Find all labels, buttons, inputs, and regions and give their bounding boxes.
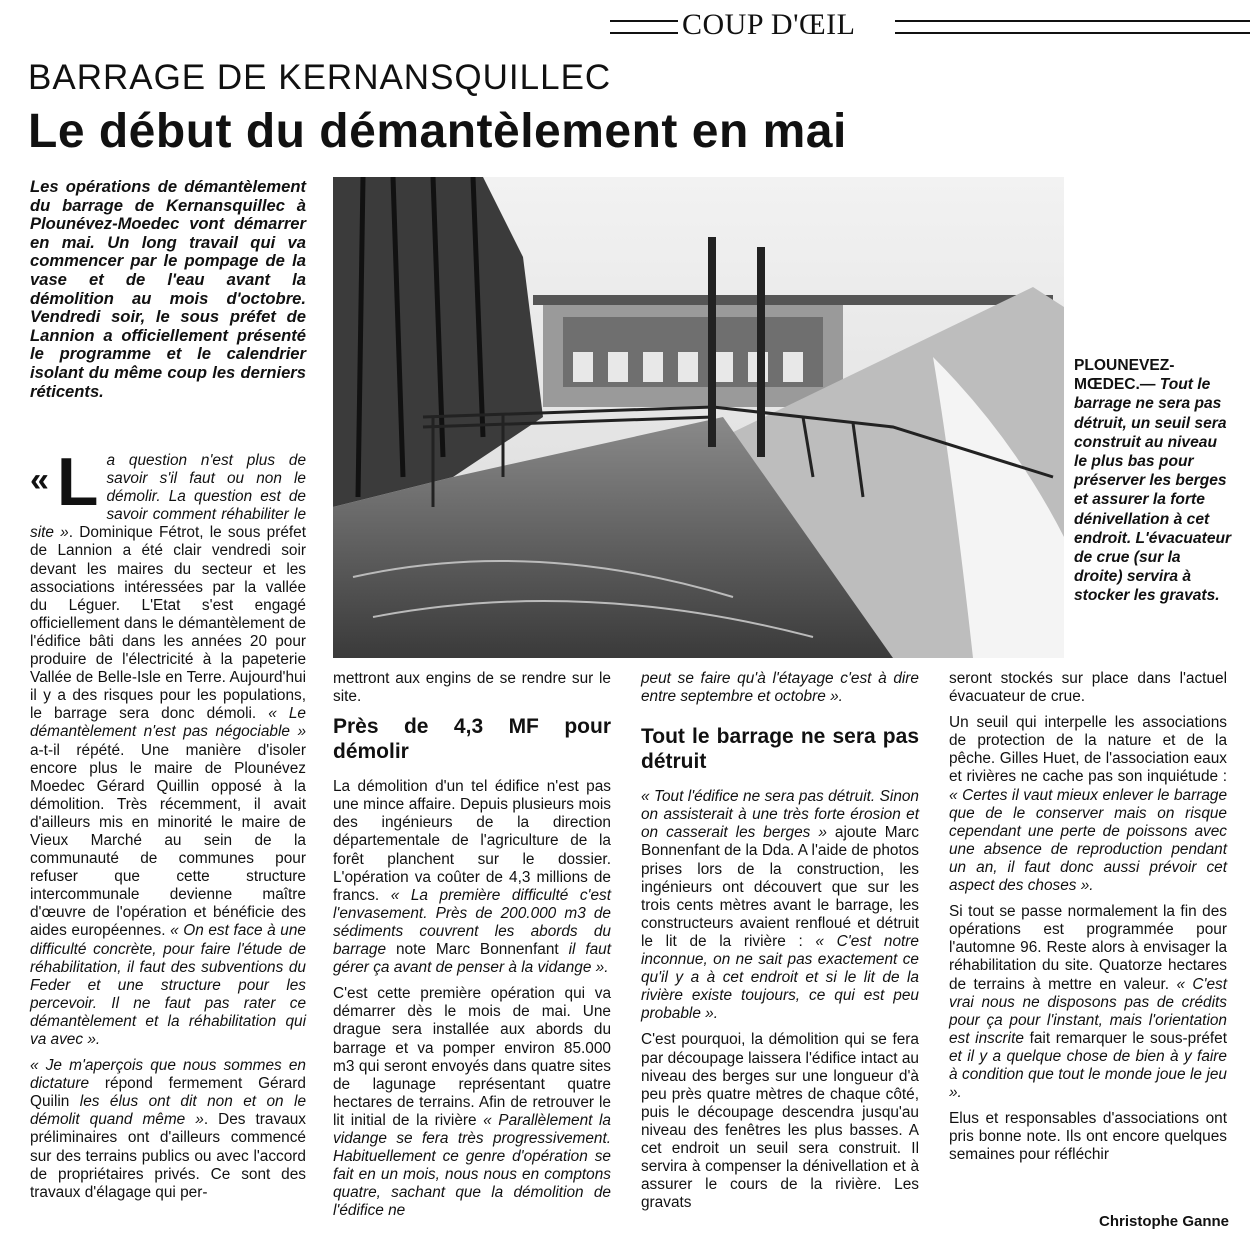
col4-paragraph-3: Elus et responsables d'associations ont pris bonne note. Ils ont encore quelques semaines pour réfléchir [949, 1110, 1227, 1164]
col1-text: . Dominique Fétrot, le sous préfet de Lannion a été clair vendredi soir devant les maires du secteur et les associations intéressées par la vallée du Léguer. L'Etat s'est engagé officiellement dans le démantèlement de l'édifice bâti dans les années 20 pour produire de l'électricité à la papeterie Vallée de Belle-Isle en Terre. Aujourd'hui il y a des risques pour les populations, le barrage sera donc démoli. [30, 524, 306, 723]
col4-quote: « Certes il vaut mieux enlever le barrage que de le conserver mais on risque cependant une perte de poissons avec une absence de reproduction pendant un an, il faut donc aussi prévoir cet aspect des choses ». [949, 786, 1227, 895]
lead-paragraph: Les opérations de démantèlement du barrage de Kernansquillec à Plounévez-Moedec vont démarrer en mai. Un long travail qui va commencer par le pompage de la vase et de l'eau avant la démolition au mois d'octobre. Vendredi soir, le sous préfet de Lannion a officiellement présenté le programme et le calendrier isolant du même coup les derniers réticents. [30, 177, 306, 401]
photo-caption [1074, 356, 1232, 606]
col2-paragraph-2 [333, 985, 611, 1220]
col4-text: Si tout se passe normalement la fin des opérations est programmée pour l'automne 96. Reste alors à envisager la réhabilitation du site. Quatorze hectares de terrains à mettre en valeur. [949, 903, 1227, 993]
col2-text: C'est cette première opération qui va démarrer dès le mois de mai. Une drague sera installée aux abords du barrage et va pomper environ 85.000 m3 qui seront envoyés dans quatre sites de lagunage représentant quatre hectares de terrains. Afin de retrouver le lit initial de la rivière [333, 985, 611, 1129]
caption-text: Tout le barrage ne sera pas détruit, un seuil sera construit au niveau le plus bas pour préserver les berges et assurer la forte dénivellation à cet endroit. L'évacuateur de crue (sur la droite) servira à stocker les gravats. [1074, 376, 1232, 605]
col1-quote: a question n'est plus de savoir s'il faut ou non le démolir. La question est de savoir comment réhabiliter le site » [30, 452, 306, 542]
col1-quote: les élus ont dit non et on le démolit quand même » [30, 1093, 307, 1129]
col4-text: Un seuil qui interpelle les associations de protection de la nature et de la pêche. Gilles Huet, de l'association eaux et rivières ne cache pas son inquiétude : [949, 714, 1227, 786]
col3-quote: « C'est notre inconnue, on ne sait pas exactement ce qu'il y a à cet endroit et si le lit de la rivière existe toujours, ce qui est peu probable ». [641, 932, 919, 1023]
dam-photo [333, 177, 1064, 658]
col2-quote: « Parallèlement la vidange se fera très progressivement. Habituellement ce genre d'opération se fait en un mois, nous nous en comptons quatre, sachant que la démolition de l'édifice ne [333, 1111, 611, 1220]
dam-photo-illustration [333, 177, 1064, 658]
article-column-3 [641, 670, 919, 1220]
col2-quote: « La première difficulté c'est l'envasement. Près de 200.000 m3 de sédiments couvrent les abords du barrage [333, 886, 611, 959]
col1-quote: « On est face à une difficulté concrète, pour faire l'étude de réhabilitation, il faut des subventions du Feder et une structure pour les percevoir. Il ne faut pas rater ce démantèlement et la réhabilitation qui va avec ». [30, 922, 306, 1048]
section-rule-left [610, 20, 680, 34]
col1-quote: « Le démantèlement n'est pas négociable » [30, 705, 306, 741]
section-label: COUP D'ŒIL [678, 8, 859, 42]
col2-quote: il faut gérer ça avant de penser à la vidange ». [333, 941, 611, 977]
section-header [610, 8, 1250, 42]
col4-paragraph-1 [949, 714, 1227, 895]
headline: Le début du démantèlement en mai [28, 105, 847, 158]
col1-paragraph-2 [30, 1057, 306, 1202]
col2-text: La démolition d'un tel édifice n'est pas une mince affaire. Depuis plusieurs mois des ingénieurs de la direction départementale de l'agriculture de la forêt planchent sur le dossier. L'opération va coûter de 4,3 millions de francs. [333, 778, 611, 904]
article-column-1 [30, 444, 307, 1210]
section-rule-right [895, 20, 1250, 34]
col3-paragraph-0: peut se faire qu'à l'étayage c'est à dire entre septembre et octobre ». [641, 670, 919, 706]
col3-subheading: Tout le barrage ne sera pas détruit [641, 725, 919, 774]
drop-cap: L [56, 444, 99, 520]
col1-text: répond fermement Gérard Quilin [30, 1075, 306, 1111]
article-column-4 [949, 670, 1227, 1172]
col2-text: note Marc Bonnenfant [386, 941, 569, 959]
col4-paragraph-0: seront stockés sur place dans l'actuel évacuateur de crue. [949, 670, 1227, 706]
col1-paragraph-1 [30, 444, 306, 1049]
col3-paragraph-1 [641, 788, 919, 1023]
col4-quote: et il y a quelque chose de bien à y faire à condition que tout le monde joue le jeu ». [949, 1047, 1227, 1102]
col1-text: . Des travaux préliminaires ont d'ailleurs commencé sur des terrains publics ou avec l'accord de propriétaires privés. Ce sont des travaux d'élagage qui per- [30, 1111, 307, 1201]
col3-quote: « Tout l'édifice ne sera pas détruit. Sinon on assisterait à une très forte érosion et on casserait les berges » [641, 788, 919, 842]
col3-paragraph-2: C'est pourquoi, la démolition qui se fera par découpage laissera l'édifice intact au niveau des berges sur une longueur d'à peu près quatre mètres de chaque côté, puis le découpage descendra jusqu'au niveau des fenêtres les plus basses. A cet endroit un seuil sera construit. Il servira à compenser la dénivellation et à assurer le cours de la rivière. Les gravats [641, 1031, 919, 1212]
author-signature: Christophe Ganne [1098, 1213, 1229, 1230]
caption-place: PLOUNEVEZ-MŒDEC.— [1074, 357, 1175, 394]
article-column-2 [333, 670, 611, 1228]
col4-paragraph-2 [949, 903, 1227, 1102]
col2-subheading: Près de 4,3 MF pour démolir [333, 715, 611, 764]
col3-text: ajoute Marc Bonnenfant de la Dda. A l'aide de photos prises lors de la construction, les ingénieurs ont découvert que sur les trois cents mètres avant le barrage, les constructeurs avaient renfloué et détruit le lit de la rivière : [641, 824, 919, 950]
col2-paragraph-1 [333, 778, 611, 977]
col1-text: a-t-il répété. Une manière d'isoler encore plus le maire de Plounévez Moedec Gérard Quillin opposé à la démolition. Très récemment, il avait d'ailleurs mis en minorité le maire de Vieux Marché au sein de la communauté de communes pour refuser que cette structure intercommunale devienne maître d'œuvre de l'opération et bénéficie des aides européennes. [30, 741, 306, 940]
col1-quote: « Je m'aperçois que nous sommes en dictature [30, 1057, 306, 1093]
opening-quote-mark: « [30, 461, 49, 499]
col4-text: fait remarquer le sous-préfet [1023, 1029, 1227, 1047]
supertitle: BARRAGE DE KERNANSQUILLEC [28, 58, 612, 97]
col4-quote: « C'est vrai nous ne disposons pas de crédits pour ça pour l'instant, mais l'orientation est inscrite [949, 975, 1227, 1047]
col2-paragraph-0: mettront aux engins de se rendre sur le site. [333, 670, 611, 706]
